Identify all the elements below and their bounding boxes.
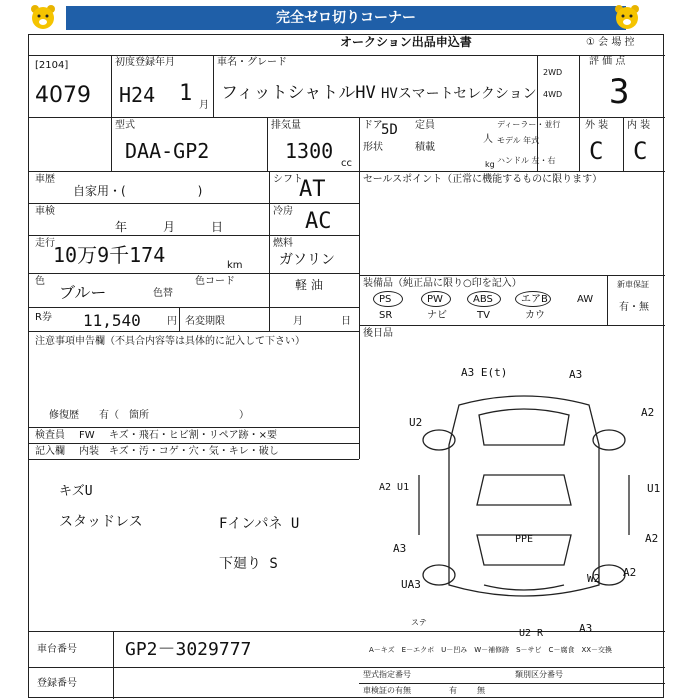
check-row2-head: 内装 [79,446,99,457]
damage-mark: U2 R [519,628,544,639]
bear-mascot-icon [28,2,58,32]
equipment-circle-ps [373,291,403,307]
damage-mark: A2 [645,532,659,545]
person-unit: 人 [483,134,493,145]
form-header: オークション出品申込書 [340,35,472,49]
auction-sheet [28,34,664,698]
footer-yes: 有 [449,686,457,695]
exterior-label: 外 装 [585,120,609,131]
car-grade-label: 車名・グレード [217,57,287,68]
fuel-light-oil: 軽 油 [295,278,323,292]
handle-label: ハンドル 左・右 [497,156,556,165]
lot-code: [2104] [35,60,69,71]
expiry-label: 名変期限 [185,316,225,327]
km-unit: km [227,260,243,271]
expiry-month: 月 [293,316,303,327]
equipment-item: TV [477,310,490,321]
damage-legend: A－キズ E－エクボ U－凹み W－補修跡 S－サビ C－腐食 XX－交換 [369,646,613,654]
displacement-value: 1300 [285,139,334,163]
footer-cert: 車検証の有無 [363,686,411,695]
top-banner [0,0,700,34]
venue-copy-label: ① 会 場 控 [586,37,635,48]
fuel-value: ガソリン [279,252,335,268]
damage-mark: U1 [647,482,661,495]
4wd-label: 4WD [543,90,563,99]
door-label: ドア [363,120,383,131]
color-change-label: 色替 [153,288,173,299]
inspector-label: 検査員 [35,430,65,441]
check-row2: キズ・汚・コゲ・穴・気・キレ・破し [109,446,279,457]
note-3: Fインパネ U [219,516,300,532]
yen-unit: 円 [167,316,177,327]
cc-unit: cc [341,158,352,169]
capacity-label: 定員 [415,120,435,131]
car-grade: HVスマートセレクション [381,86,537,102]
exterior-grade: C [589,137,604,165]
reg-month: 1 [179,81,193,106]
chassis-number-label: 車台番号 [37,644,77,655]
shift-value: AT [299,177,326,202]
load-label: 積載 [415,142,435,153]
evaluation-score: 3 [609,72,630,112]
warranty-value: 有・無 [619,302,649,313]
2wd-label: 2WD [543,68,563,77]
mileage-value: 10万9千174 [53,243,166,267]
footer-type-number: 型式指定番号 [363,670,411,679]
check-row1-head: FW [79,430,95,441]
score-label: 評 価 点 [589,56,626,67]
inspection-label: 車検 [35,206,55,217]
month-suffix: 月 [199,100,209,111]
rear-seat-label: 後日品 [363,328,393,339]
note-4: 下廻り S [219,556,278,572]
damage-mark: ステ [411,618,427,627]
equipment-item: エアB [521,294,548,305]
equipment-item: AW [577,294,594,305]
shape-label: 形状 [363,142,383,153]
first-registration-label: 初度登録年月 [115,57,175,68]
chassis-number-value: GP2－3029777 [125,639,252,660]
equipment-item: ナビ [427,310,447,321]
mileage-label: 走行 [35,238,55,249]
check-row1: キズ・飛石・ヒビ割・リペア跡・×要 [109,430,277,441]
model-label: 型式 [115,120,135,131]
footer-no: 無 [477,686,485,695]
lot-number: 4079 [35,83,91,108]
damage-mark: A3 [579,622,593,635]
r-ticket-label: R券 [35,312,52,323]
damage-mark: PPE [515,534,534,545]
r-ticket-value: 11,540 [83,311,141,330]
equipment-item: ABS [473,294,493,305]
equipment-item: PW [427,294,443,305]
model-code: DAA-GP2 [125,139,210,163]
footer-category-number: 類別区分番号 [515,670,563,679]
equipment-label: 装備品（純正品に限り○印を記入） [363,278,522,289]
fuel-label: 燃料 [273,238,293,249]
entry-label: 記入欄 [35,446,65,457]
expiry-day: 日 [341,316,351,327]
color-code-label: 色コード [195,276,235,287]
notes-label: 注意事項申告欄（不具合内容等は具体的に記入して下さい） [35,336,305,347]
damage-mark: A2 U1 [379,482,410,493]
repair-history: 修復歴 有（ 箇所 ） [49,410,249,421]
equipment-circle-abs [467,291,501,307]
note-2: スタッドレス [59,514,143,530]
banner-title: 完全ゼロ切りコーナー [66,6,626,30]
equipment-circle-pw [421,291,451,307]
aircon-label: 冷房 [273,206,293,217]
usage-value: 自家用・( ) [73,184,203,198]
damage-mark: U2 [409,416,423,429]
interior-label: 内 装 [627,120,651,131]
selling-points-label: セールスポイント（正常に機能するものに限ります） [363,174,603,185]
damage-mark: A2 [623,566,637,579]
usage-label: 車歴 [35,174,55,185]
damage-mark: A2 [641,406,655,419]
model-year-label: モデル 年式 [497,136,540,145]
new-warranty-label: 新車保証 [617,280,649,289]
bear-mascot-icon [612,2,642,32]
car-name: フィットシャトルHV [221,83,376,103]
inspection-value: 年 月 日 [115,220,224,234]
equipment-item: SR [379,310,393,321]
equipment-item: カウ [525,310,545,321]
damage-mark: A3 [569,368,583,381]
registration-number-label: 登録番号 [37,678,77,689]
color-value: ブルー [59,283,107,302]
note-1: キズU [59,484,93,499]
equipment-circle-airbag [515,291,551,307]
equipment-item: PS [379,294,392,305]
interior-grade: C [633,137,648,165]
dealer-label: ディーラー・並行 [497,120,561,129]
aircon-value: AC [305,209,332,234]
damage-mark: A3 E(t) [461,366,508,379]
shift-label: シフト [273,174,303,185]
car-damage-diagram [399,375,649,625]
color-label: 色 [35,276,45,287]
damage-mark: A3 [393,542,407,555]
reg-year: H24 [119,83,156,107]
displacement-label: 排気量 [271,120,301,131]
door-value: 5D [381,122,398,138]
kg-unit: kg [485,160,495,169]
damage-mark: UA3 [401,578,421,591]
damage-mark: W2 [587,572,601,585]
